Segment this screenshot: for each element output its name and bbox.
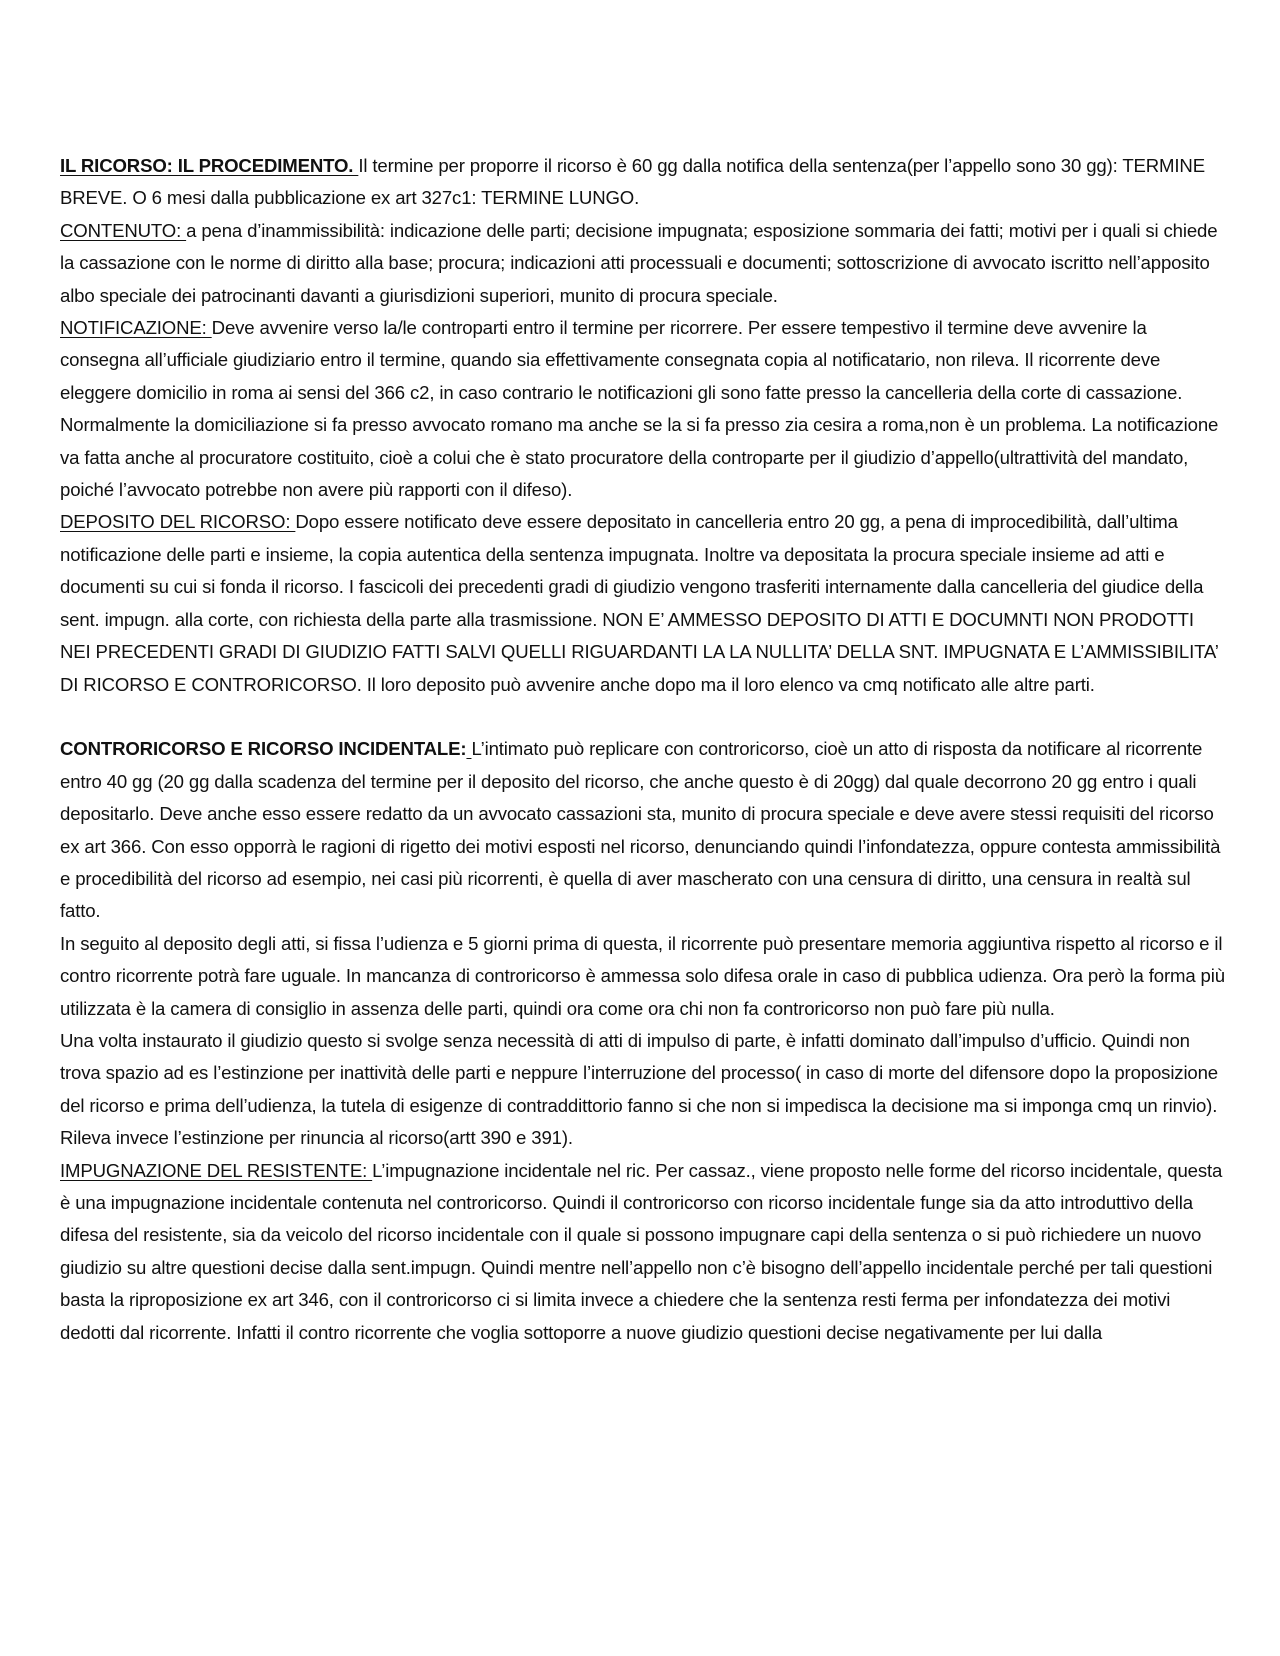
paragraph-impugnazione-resistente — [60, 1155, 1225, 1349]
paragraph-ricorso-procedimento — [60, 150, 1225, 215]
paragraph-text: Deve avvenire verso la/le controparti entro il termine per ricorrere. Per essere tempestivo il termine deve avvenire la consegna all’ufficiale giudiziario entro il termine, quando sia effettivamente consegnata copia al notificatario, non rileva. Il ricorrente deve eleggere domicilio in roma ai sensi del 366 c2, in caso contrario le notificazioni gli sono fatte presso la cancelleria della corte di cassazione. Normalmente la domiciliazione si fa presso avvocato romano ma anche se la si fa presso zia cesira a roma,non è un problema. La notificazione va fatta anche al procuratore costituito, cioè a colui che è stato procuratore della controparte per il giudizio d’appello(ultrattività del mandato, poiché l’avvocato potrebbe non avere più rapporti con il difeso). — [60, 317, 1219, 501]
paragraph-text: Una volta instaurato il giudizio questo si svolge senza necessità di atti di impulso di parte, è infatti dominato dall’impulso d’ufficio. Quindi non trova spazio ad es l’estinzione per inattività delle parti e neppure l’interruzione del processo( in caso di morte del difensore dopo la proposizione del ricorso e prima dell’udienza, la tutela di esigenze di contraddittorio fanno si che non si impedisca la decisione ma si imponga cmq un rinvio). Rileva invece l’estinzione per rinuncia al ricorso(artt 390 e 391). — [60, 1029, 1218, 1149]
paragraph-text: Dopo essere notificato deve essere depositato in cancelleria entro 20 gg, a pena di improcedibilità, dall’ultima notificazione delle parti e insieme, la copia autentica della sentenza impugnata. Inoltre va depositata la procura speciale insieme ad atti e documenti su cui si fonda il ricorso. I fascicoli dei precedenti gradi di giudizio vengono trasferiti internamente dalla cancelleria del giudice della sent. impugn. alla corte, con richiesta della parte alla trasmissione. NON E’ AMMESSO DEPOSITO DI ATTI E DOCUMNTI NON PRODOTTI NEI PRECEDENTI GRADI DI GIUDIZIO FATTI SALVI QUELLI RIGUARDANTI LA LA NULLITA’ DELLA SNT. IMPUGNATA E L’AMMISSIBILITA’ DI RICORSO E CONTRORICORSO. Il loro deposito può avvenire anche dopo ma il loro elenco va cmq notificato alle altre parti. — [60, 511, 1219, 695]
blank-line — [60, 701, 1225, 733]
paragraph-contenuto — [60, 215, 1225, 312]
paragraph-text: L’intimato può replicare con controricorso, cioè un atto di risposta da notificare al ricorrente entro 40 gg (20 gg dalla scadenza del termine per il deposito del ricorso, che anche questo è di 20gg) dal quale decorrono 20 gg entro i quali depositarlo. Deve anche esso essere redatto da un avvocato cassazioni sta, munito di procura speciale e deve avere stessi requisiti del ricorso ex art 366. Con esso opporrà le ragioni di rigetto dei motivi esposti nel ricorso, denunciando quindi l’infondatezza, oppure contesta ammissibilità e procedibilità del ricorso ad esempio, nei casi più ricorrenti, è quella di aver mascherato con una censura di diritto, una censura in realtà sul fatto. — [60, 738, 1221, 922]
paragraph-text: In seguito al deposito degli atti, si fissa l’udienza e 5 giorni prima di questa, il ricorrente può presentare memoria aggiuntiva rispetto al ricorso e il contro ricorrente potrà fare uguale. In mancanza di controricorso è ammessa solo difesa orale in caso di pubblica udienza. Ora però la forma più utilizzata è la camera di consiglio in assenza delle parti, quindi ora come ora chi non fa controricorso non può fare più nulla. — [60, 932, 1225, 1019]
heading-controricorso: CONTRORICORSO E RICORSO INCIDENTALE: — [60, 738, 467, 760]
paragraph-text: L’impugnazione incidentale nel ric. Per cassaz., viene proposto nelle forme del ricorso incidentale, questa è una impugnazione incidentale contenuta nel controricorso. Quindi il controricorso con ricorso incidentale funge sia da atto introduttivo della difesa del resistente, sia da veicolo del ricorso incidentale con il quale si possono impugnare capi della sentenza o si può richiedere un nuovo giudizio su altre questioni decise dalla sent.impugn. Quindi mentre nell’appello non c’è bisogno dell’appello incidentale perché per tali questioni basta la riproposizione ex art 346, con il controricorso ci si limita invece a chiedere che la sentenza resti ferma per infondatezza dei motivi dedotti dal ricorrente. Infatti il contro ricorrente che voglia sottoporre a nuove giudizio questioni decise negativamente per lui dalla — [60, 1159, 1223, 1343]
heading-ricorso-procedimento: IL RICORSO: IL PROCEDIMENTO. — [60, 155, 359, 176]
heading-contenuto: CONTENUTO: — [60, 219, 187, 241]
paragraph-controricorso — [60, 733, 1225, 927]
heading-notificazione: NOTIFICAZIONE: — [60, 317, 212, 339]
paragraph-impulso-ufficio — [60, 1025, 1225, 1155]
paragraph-text: Il termine per proporre il ricorso è 60 gg dalla notifica della sentenza(per l’appello sono 30 gg): TERMINE BREVE. O 6 mesi dalla pubblicazione ex art 327c1: TERMINE LUNGO. — [60, 155, 1205, 209]
paragraph-udienza — [60, 928, 1225, 1025]
paragraph-notificazione — [60, 312, 1225, 506]
paragraph-deposito-ricorso — [60, 506, 1225, 700]
paragraph-text: a pena d’inammissibilità: indicazione delle parti; decisione impugnata; esposizione sommaria dei fatti; motivi per i quali si chiede la cassazione con le norme di diritto alla base; procura; indicazioni atti processuali e documenti; sottoscrizione di avvocato iscritto nell’apposito albo speciale dei patrocinanti davanti a giurisdizioni superiori, munito di procura speciale. — [60, 219, 1218, 306]
heading-deposito-ricorso: DEPOSITO DEL RICORSO: — [60, 511, 296, 533]
heading-impugnazione-resistente: IMPUGNAZIONE DEL RESISTENTE: — [60, 1159, 373, 1181]
document-page — [60, 150, 1225, 1349]
